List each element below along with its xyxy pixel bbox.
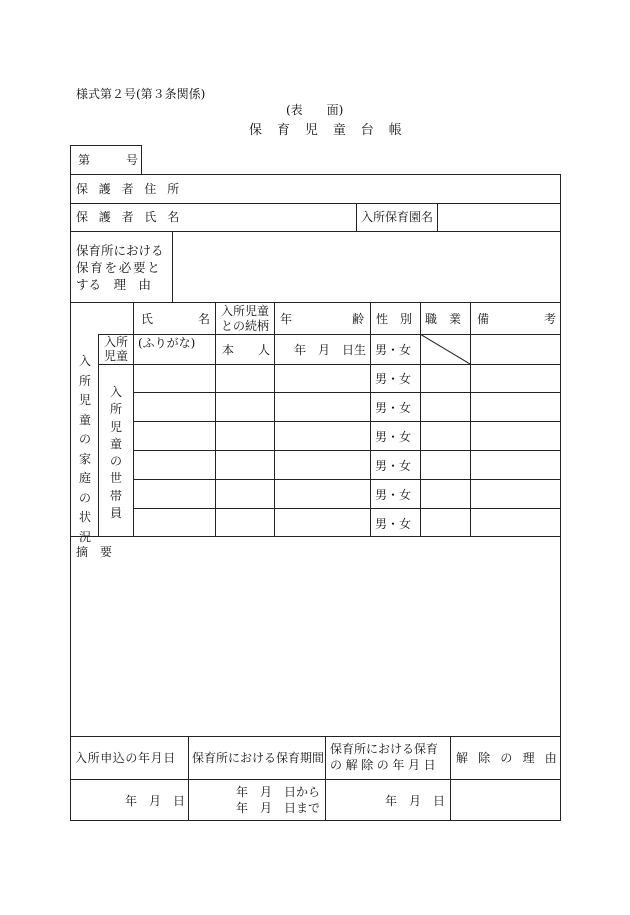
self-relation: 本 人 <box>222 343 271 357</box>
header-gender: 性 別 <box>376 312 413 326</box>
gender-option: 男・女 <box>375 517 412 531</box>
child-label-line2: 児童 <box>104 349 129 363</box>
header-age-right: 齢 <box>352 312 365 326</box>
gender-option: 男・女 <box>375 459 412 473</box>
nursery-name-label: 入所保育園名 <box>361 210 434 224</box>
header-notes-right: 考 <box>544 312 557 326</box>
care-period-header: 保育所における保育期間 <box>192 751 325 765</box>
summary-label: 摘 要 <box>76 545 113 559</box>
page-title: 保育児童台帳 <box>249 123 417 138</box>
reason-label-line3: する 理 由 <box>76 277 152 292</box>
occupation-diagonal-mark <box>420 334 470 364</box>
header-name-left: 氏 <box>141 312 154 326</box>
release-reason-header: 解除の理由 <box>456 751 568 765</box>
header-relation-line2: との続柄 <box>221 319 270 333</box>
care-period-from: 年 月 日から <box>236 785 321 799</box>
number-label: 第 号 <box>78 153 139 167</box>
household-members-side-label: 入所児童の世帯員 <box>109 385 122 521</box>
header-notes-left: 備 <box>477 312 490 326</box>
reason-label-line2: 保育を必要と <box>76 260 162 275</box>
header-occupation: 職 業 <box>425 312 462 326</box>
family-status-side-label: 入所児童の家庭の状況 <box>78 354 91 544</box>
care-period-to: 年 月 日まで <box>236 801 321 815</box>
header-age-left: 年 <box>280 312 293 326</box>
application-date-header: 入所申込の年月日 <box>75 751 176 765</box>
form-number: 様式第２号(第３条関係) <box>76 87 206 101</box>
form-side-label: (表 面) <box>286 103 344 117</box>
gender-option: 男・女 <box>375 430 412 444</box>
release-date-value: 年 月 日 <box>385 794 446 808</box>
child-label-line1: 入所 <box>104 335 129 349</box>
birth-date-label: 年 月 日生 <box>294 343 367 357</box>
application-date-value: 年 月 日 <box>125 794 186 808</box>
guardian-address-label: 保護者住所 <box>76 182 191 196</box>
reason-label-line1: 保育所における <box>76 243 164 258</box>
furigana-label: (ふりがな) <box>138 336 196 350</box>
release-date-header-line2: の解除の年月日 <box>330 758 440 772</box>
guardian-name-label: 保護者氏名 <box>76 210 191 224</box>
release-date-header-line1: 保育所における保育 <box>330 742 439 756</box>
header-relation-line1: 入所児童 <box>221 304 270 318</box>
gender-option: 男・女 <box>375 343 412 357</box>
header-name-right: 名 <box>198 312 211 326</box>
gender-option: 男・女 <box>375 401 412 415</box>
gender-option: 男・女 <box>375 372 412 386</box>
gender-option: 男・女 <box>375 488 412 502</box>
